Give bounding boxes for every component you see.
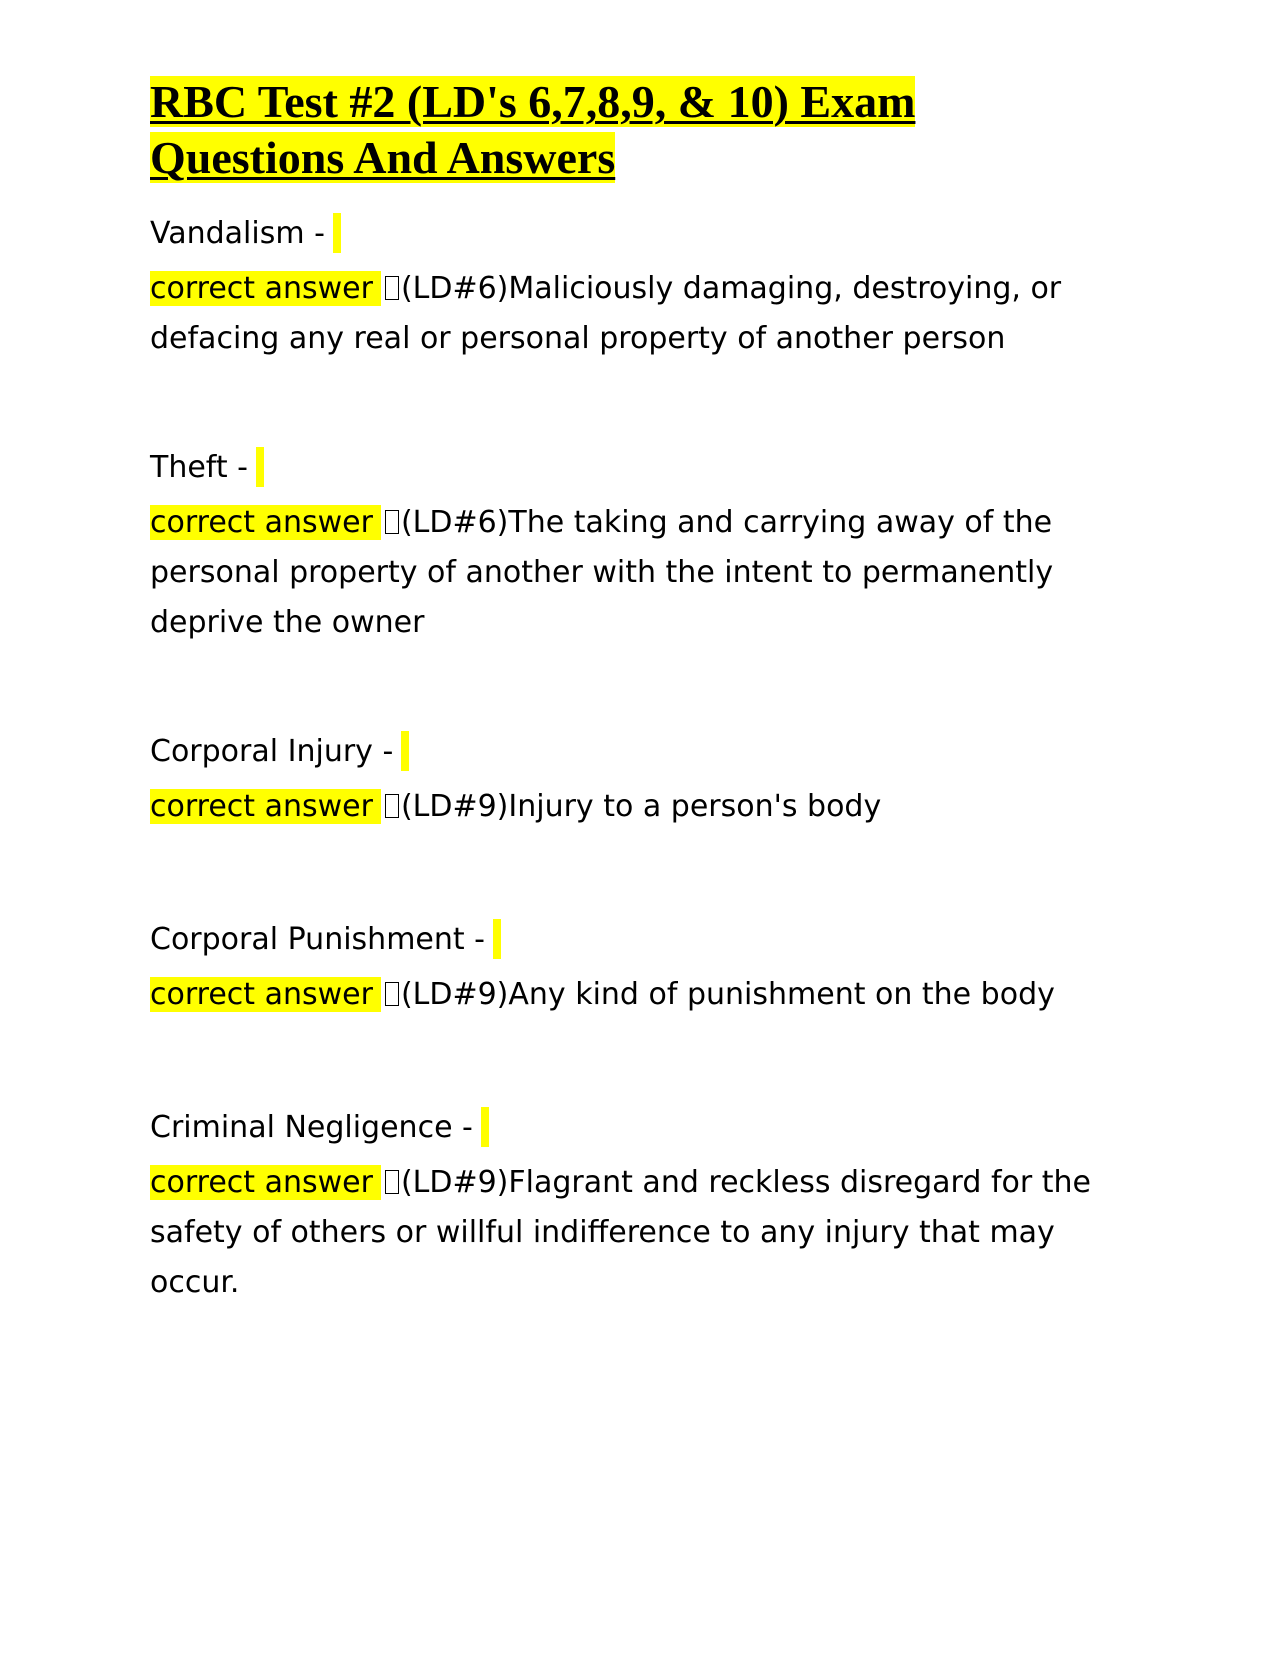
missing-glyph-icon bbox=[385, 276, 399, 300]
qa-item bbox=[150, 726, 1150, 832]
question-text: Criminal Negligence - bbox=[150, 1110, 473, 1145]
qa-list bbox=[150, 208, 1150, 1308]
qa-item bbox=[150, 914, 1150, 1020]
answer-text: (LD#6)Maliciously damaging, destroying, or defacing any real or personal property of another person bbox=[150, 271, 1062, 356]
highlight-marker bbox=[256, 447, 264, 487]
answer-text: (LD#6)The taking and carrying away of the personal property of another with the intent to permanently deprive the owner bbox=[150, 505, 1054, 640]
document-title bbox=[150, 74, 1150, 186]
answer bbox=[150, 970, 1150, 1020]
document-page bbox=[150, 74, 1150, 1308]
highlight-marker bbox=[333, 213, 341, 253]
title-line-1: RBC Test #2 (LD's 6,7,8,9, & 10) Exam bbox=[150, 76, 916, 127]
missing-glyph-icon bbox=[385, 982, 399, 1006]
question-text: Vandalism - bbox=[150, 216, 325, 251]
missing-glyph-icon bbox=[385, 1170, 399, 1194]
highlight-marker bbox=[493, 919, 501, 959]
answer-text: (LD#9)Injury to a person's body bbox=[400, 789, 882, 824]
question bbox=[150, 726, 1150, 778]
answer-text: (LD#9)Any kind of punishment on the body bbox=[400, 977, 1055, 1012]
question bbox=[150, 1102, 1150, 1154]
missing-glyph-icon bbox=[385, 794, 399, 818]
question-text: Corporal Injury - bbox=[150, 734, 394, 769]
question-text: Corporal Punishment - bbox=[150, 922, 486, 957]
question-text: Theft - bbox=[150, 450, 248, 485]
answer bbox=[150, 264, 1150, 364]
highlight-marker bbox=[401, 731, 409, 771]
answer-text: (LD#9)Flagrant and reckless disregard for the safety of others or willful indifference to any injury that may occur. bbox=[150, 1165, 1091, 1300]
answer-label: correct answer bbox=[150, 977, 381, 1012]
question bbox=[150, 914, 1150, 966]
answer bbox=[150, 1158, 1150, 1308]
missing-glyph-icon bbox=[385, 510, 399, 534]
qa-item bbox=[150, 208, 1150, 364]
answer bbox=[150, 782, 1150, 832]
question bbox=[150, 442, 1150, 494]
highlight-marker bbox=[481, 1107, 489, 1147]
answer-label: correct answer bbox=[150, 505, 381, 540]
qa-item bbox=[150, 1102, 1150, 1308]
answer-label: correct answer bbox=[150, 1165, 381, 1200]
qa-item bbox=[150, 442, 1150, 648]
title-line-2: Questions And Answers bbox=[150, 132, 616, 183]
question bbox=[150, 208, 1150, 260]
answer-label: correct answer bbox=[150, 271, 381, 306]
answer bbox=[150, 498, 1150, 648]
answer-label: correct answer bbox=[150, 789, 381, 824]
